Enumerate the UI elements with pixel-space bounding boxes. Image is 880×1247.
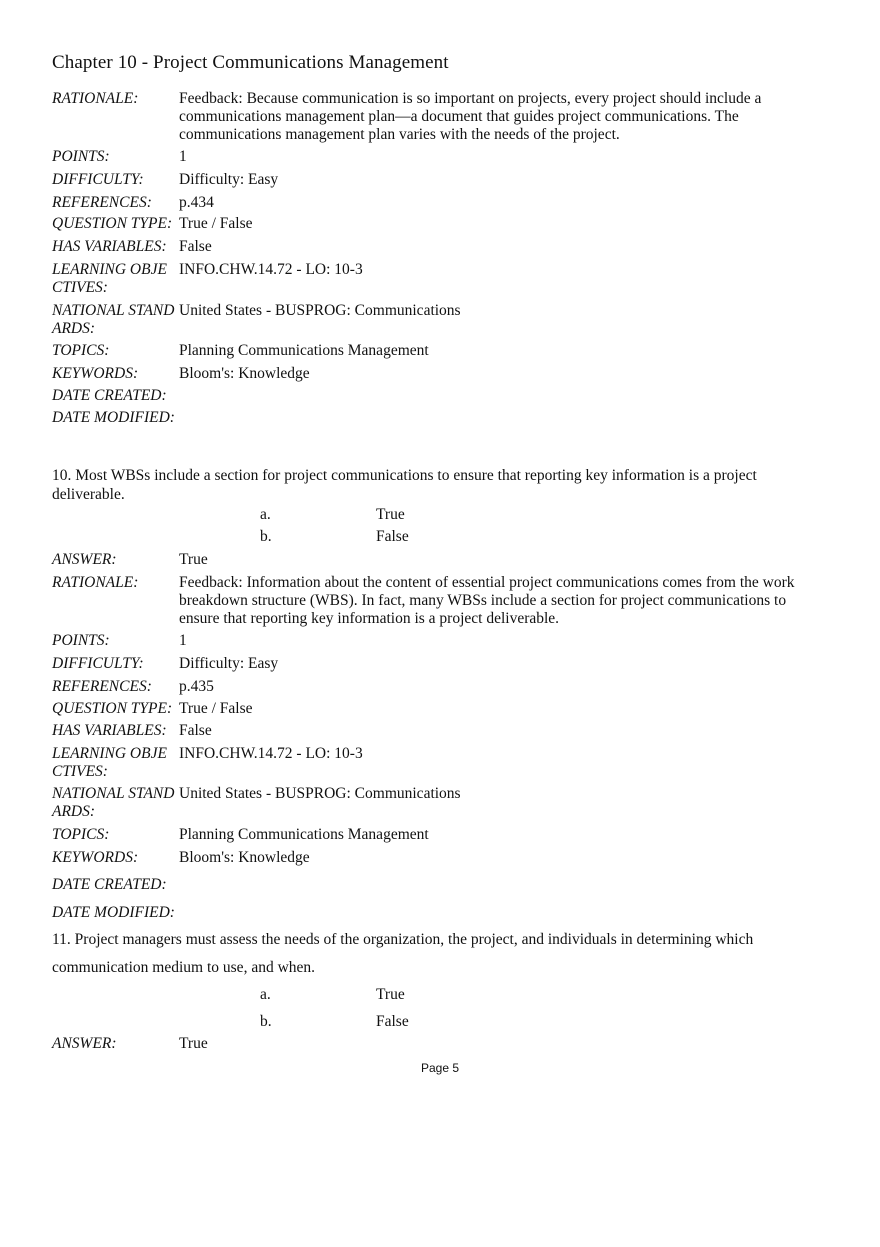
learning-objectives-label-cont: CTIVES: (52, 279, 108, 296)
learning-objectives-label: LEARNING OBJE (52, 745, 167, 762)
learning-objectives-value: INFO.CHW.14.72 - LO: 10-3 (179, 261, 363, 278)
topics-value: Planning Communications Management (179, 826, 429, 843)
national-standards-value: United States - BUSPROG: Communications (179, 302, 461, 319)
rationale-line: communications management plan varies with the needs of the project. (179, 126, 620, 143)
question-type-value: True / False (179, 215, 253, 232)
question-type-label: QUESTION TYPE: (52, 700, 173, 717)
date-modified-label: DATE MODIFIED: (52, 409, 175, 426)
option-a-letter: a. (260, 986, 271, 1003)
difficulty-value: Difficulty: Easy (179, 655, 279, 672)
references-label: REFERENCES: (52, 194, 152, 211)
has-variables-value: False (179, 722, 212, 739)
option-a-text[interactable]: True (376, 506, 405, 523)
references-label: REFERENCES: (52, 678, 152, 695)
references-value: p.435 (179, 678, 214, 695)
answer-label: ANSWER: (52, 1035, 117, 1052)
national-standards-label-cont: ARDS: (52, 320, 96, 337)
answer-value: True (179, 551, 208, 568)
page-number: Page 5 (420, 1061, 460, 1075)
keywords-label: KEYWORDS: (52, 365, 139, 382)
learning-objectives-label: LEARNING OBJE (52, 261, 167, 278)
rationale-label: RATIONALE: (52, 574, 139, 591)
rationale-line: breakdown structure (WBS). In fact, many WBSs include a section for project communications to (179, 592, 787, 609)
rationale-line: Feedback: Information about the content of essential project communications comes from the work (179, 574, 795, 591)
rationale-line: Feedback: Because communication is so important on projects, every project should include a (179, 90, 762, 107)
has-variables-label: HAS VARIABLES: (52, 722, 167, 739)
rationale-line: communications management plan—a document that guides project communications. The (179, 108, 739, 125)
national-standards-label: NATIONAL STAND (52, 302, 175, 319)
option-b-text[interactable]: False (376, 1013, 409, 1030)
points-label: POINTS: (52, 632, 110, 649)
national-standards-label-cont: ARDS: (52, 803, 96, 820)
question-type-value: True / False (179, 700, 253, 717)
has-variables-label: HAS VARIABLES: (52, 238, 167, 255)
learning-objectives-label-cont: CTIVES: (52, 763, 108, 780)
national-standards-value: United States - BUSPROG: Communications (179, 785, 461, 802)
keywords-value: Bloom's: Knowledge (179, 849, 310, 866)
question-text: 10. Most WBSs include a section for project communications to ensure that reporting key information is a project (52, 467, 757, 484)
references-value: p.434 (179, 194, 214, 211)
rationale-label: RATIONALE: (52, 90, 139, 107)
question-text: 11. Project managers must assess the needs of the organization, the project, and individuals in determining which (52, 931, 754, 948)
date-created-label: DATE CREATED: (52, 876, 167, 893)
difficulty-label: DIFFICULTY: (52, 171, 144, 188)
points-value: 1 (179, 148, 187, 165)
date-created-label: DATE CREATED: (52, 387, 167, 404)
difficulty-label: DIFFICULTY: (52, 655, 144, 672)
answer-value: True (179, 1035, 208, 1052)
rationale-line: ensure that reporting key information is a project deliverable. (179, 610, 560, 627)
has-variables-value: False (179, 238, 212, 255)
keywords-value: Bloom's: Knowledge (179, 365, 310, 382)
question-text-cont: deliverable. (52, 486, 125, 503)
points-value: 1 (179, 632, 187, 649)
learning-objectives-value: INFO.CHW.14.72 - LO: 10-3 (179, 745, 363, 762)
page-title: Chapter 10 - Project Communications Management (52, 52, 449, 73)
topics-label: TOPICS: (52, 342, 110, 359)
points-label: POINTS: (52, 148, 110, 165)
option-b-text[interactable]: False (376, 528, 409, 545)
question-type-label: QUESTION TYPE: (52, 215, 173, 232)
option-b-letter: b. (260, 528, 272, 545)
option-a-text[interactable]: True (376, 986, 405, 1003)
option-b-letter: b. (260, 1013, 272, 1030)
answer-label: ANSWER: (52, 551, 117, 568)
difficulty-value: Difficulty: Easy (179, 171, 279, 188)
question-text-cont: communication medium to use, and when. (52, 959, 316, 976)
keywords-label: KEYWORDS: (52, 849, 139, 866)
topics-value: Planning Communications Management (179, 342, 429, 359)
option-a-letter: a. (260, 506, 271, 523)
national-standards-label: NATIONAL STAND (52, 785, 175, 802)
date-modified-label: DATE MODIFIED: (52, 904, 175, 921)
topics-label: TOPICS: (52, 826, 110, 843)
